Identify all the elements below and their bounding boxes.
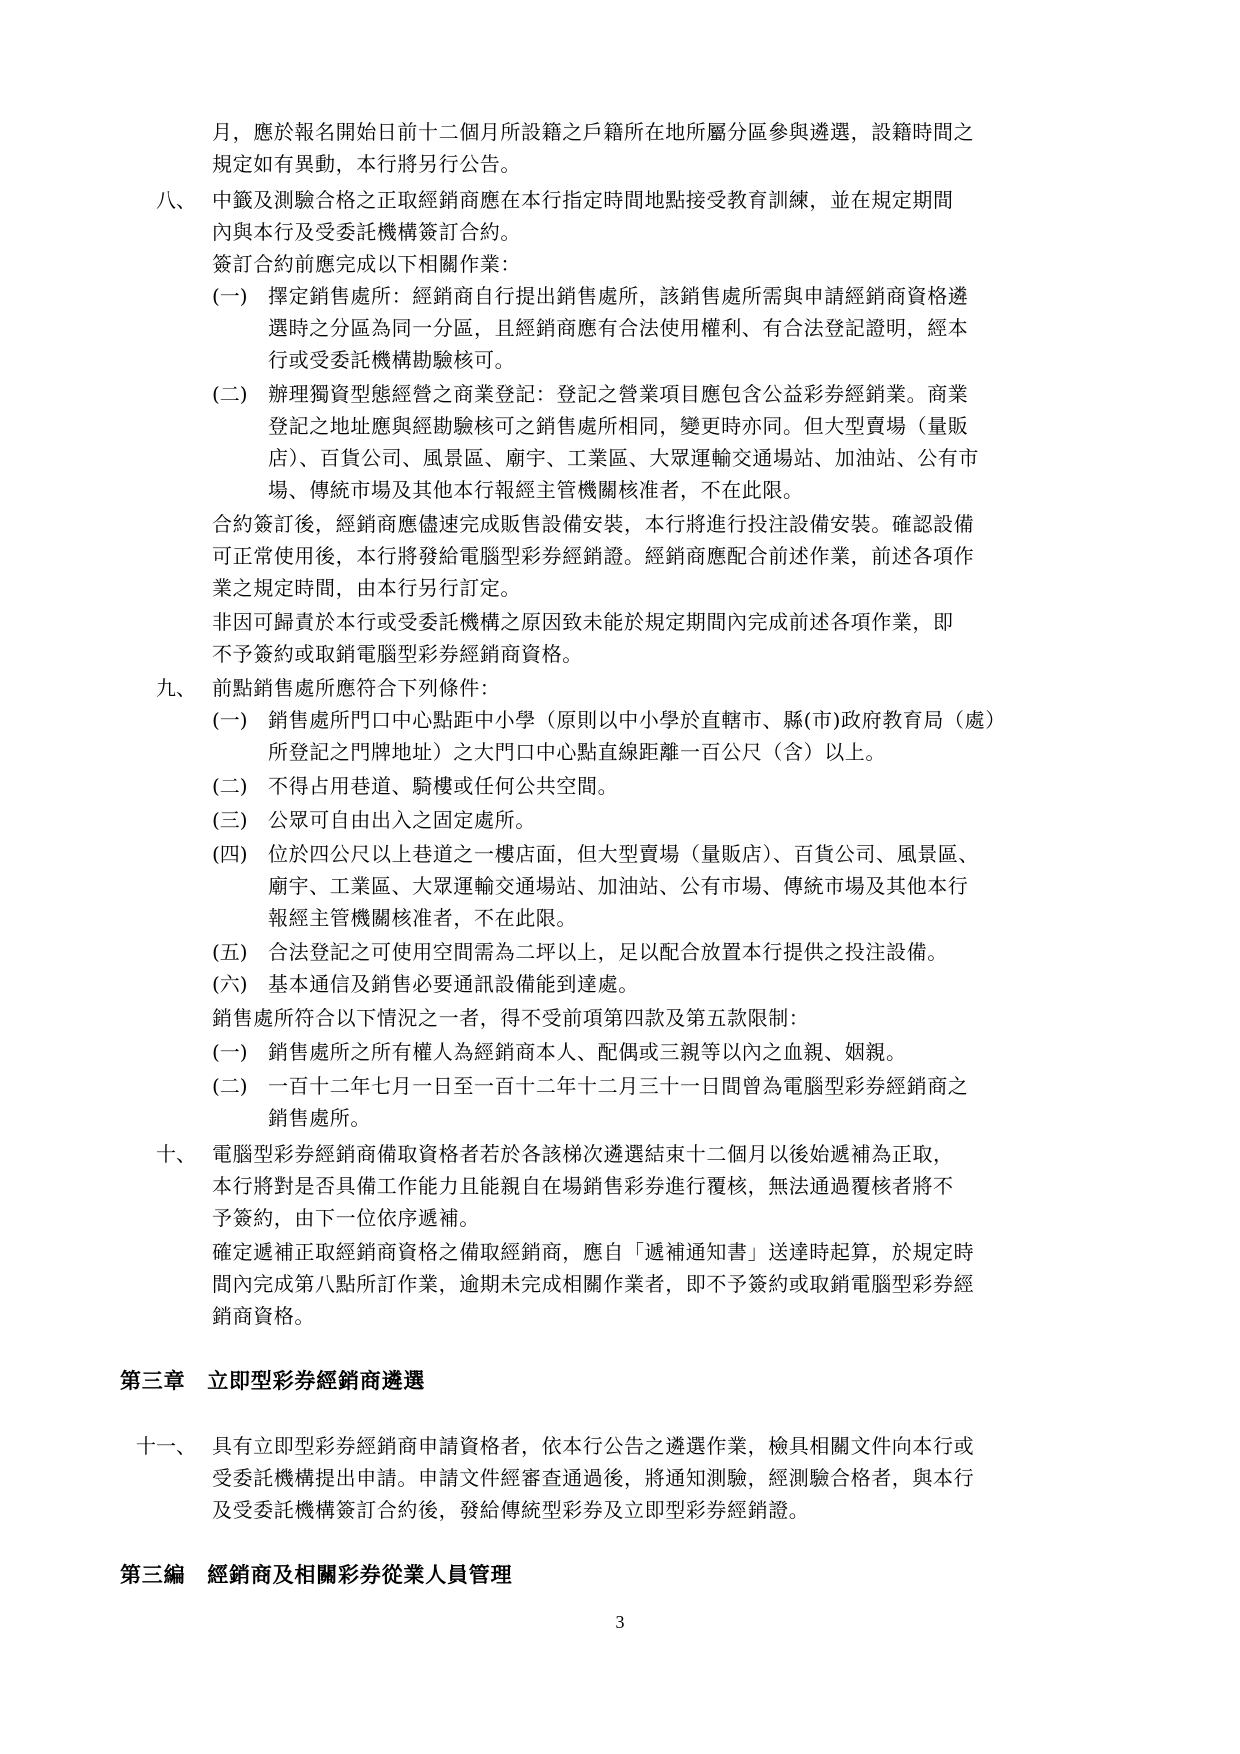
sub-item-number: (六) <box>212 972 248 996</box>
text-line: 內與本行及受委託機構簽訂合約。 <box>212 220 521 244</box>
text-line: 中籤及測驗合格之正取經銷商應在本行指定時間地點接受教育訓練，並在規定期間 <box>212 188 954 212</box>
text-line: 銷售處所符合以下情況之一者，得不受前項第四款及第五款限制： <box>212 1006 810 1030</box>
text-line: 登記之地址應與經勘驗核可之銷售處所相同，變更時亦同。但大型賣場（量販 <box>268 414 969 438</box>
text-line: 及受委託機構簽訂合約後，發給傳統型彩券及立即型彩券經銷證。 <box>212 1498 810 1522</box>
sub-item-number: (五) <box>212 940 248 964</box>
text-line: 電腦型彩券經銷商備取資格者若於各該梯次遴選結束十二個月以後始遞補為正取， <box>212 1142 954 1166</box>
sub-item-number: (二) <box>212 1074 248 1098</box>
text-line: 間內完成第八點所訂作業，逾期未完成相關作業者，即不予簽約或取銷電腦型彩券經 <box>212 1272 975 1296</box>
text-line: 合法登記之可使用空間需為二坪以上，足以配合放置本行提供之投注設備。 <box>268 940 948 964</box>
chapter-heading: 第三章 立即型彩券經銷商遴選 <box>120 1368 426 1393</box>
item-number: 十一、 <box>136 1434 196 1458</box>
text-line: 合約簽訂後，經銷商應儘速完成販售設備安裝，本行將進行投注設備安裝。確認設備 <box>212 512 975 536</box>
sub-item-number: (二) <box>212 382 248 406</box>
sub-item-number: (二) <box>212 774 248 798</box>
text-line: 本行將對是否具備工作能力且能親自在場銷售彩券進行覆核，無法通過覆核者將不 <box>212 1174 954 1198</box>
text-line: 月，應於報名開始日前十二個月所設籍之戶籍所在地所屬分區參與遴選，設籍時間之 <box>212 120 975 144</box>
text-line: 規定如有異動，本行將另行公告。 <box>212 152 521 176</box>
text-line: 報經主管機關核准者，不在此限。 <box>268 906 577 930</box>
text-line: 簽訂合約前應完成以下相關作業： <box>212 252 521 276</box>
text-line: 位於四公尺以上巷道之一樓店面，但大型賣場（量販店）、百貨公司、風景區、 <box>268 842 979 866</box>
text-line: 可正常使用後，本行將發給電腦型彩券經銷證。經銷商應配合前述作業，前述各項作 <box>212 544 975 568</box>
text-line: 所登記之門牌地址）之大門口中心點直線距離一百公尺（含）以上。 <box>268 740 886 764</box>
text-line: 予簽約，由下一位依序遞補。 <box>212 1206 480 1230</box>
text-line: 具有立即型彩券經銷商申請資格者，依本行公告之遴選作業，檢具相關文件向本行或 <box>212 1434 975 1458</box>
text-line: 廟宇、工業區、大眾運輸交通場站、加油站、公有市場、傳統市場及其他本行 <box>268 874 969 898</box>
text-line: 公眾可自由出入之固定處所。 <box>268 808 536 832</box>
text-line: 銷商資格。 <box>212 1304 315 1328</box>
text-line: 場、傳統市場及其他本行報經主管機關核准者，不在此限。 <box>268 478 804 502</box>
page-number: 3 <box>615 1612 625 1632</box>
text-line: 店）、百貨公司、風景區、廟宇、工業區、大眾運輸交通場站、加油站、公有市 <box>268 446 979 470</box>
text-line: 業之規定時間，由本行另行訂定。 <box>212 576 521 600</box>
text-line: 不予簽約或取銷電腦型彩券經銷商資格。 <box>212 642 583 666</box>
sub-item-number: (一) <box>212 708 248 732</box>
text-line: 一百十二年七月一日至一百十二年十二月三十一日間曾為電腦型彩券經銷商之 <box>268 1074 969 1098</box>
text-line: 銷售處所。 <box>268 1106 371 1130</box>
sub-item-number: (三) <box>212 808 248 832</box>
sub-item-number: (一) <box>212 1040 248 1064</box>
part-heading: 第三編 經銷商及相關彩券從業人員管理 <box>120 1562 513 1587</box>
item-number: 九、 <box>156 676 196 700</box>
text-line: 不得占用巷道、騎樓或任何公共空間。 <box>268 774 619 798</box>
text-line: 確定遞補正取經銷商資格之備取經銷商，應自「遞補通知書」送達時起算，於規定時 <box>212 1240 975 1264</box>
text-line: 選時之分區為同一分區，且經銷商應有合法使用權利、有合法登記證明，經本 <box>268 316 969 340</box>
item-number: 十、 <box>156 1142 196 1166</box>
text-line: 擇定銷售處所：經銷商自行提出銷售處所，該銷售處所需與申請經銷商資格遴 <box>268 284 969 308</box>
text-line: 非因可歸責於本行或受委託機構之原因致未能於規定期間內完成前述各項作業，即 <box>212 610 954 634</box>
text-line: 行或受委託機構勘驗核可。 <box>268 348 516 372</box>
text-line: 前點銷售處所應符合下列條件： <box>212 676 501 700</box>
text-line: 受委託機構提出申請。申請文件經審查通過後，將通知測驗，經測驗合格者，與本行 <box>212 1466 975 1490</box>
text-line: 辦理獨資型態經營之商業登記：登記之營業項目應包含公益彩券經銷業。商業 <box>268 382 969 406</box>
text-line: 銷售處所之所有權人為經銷商本人、配偶或三親等以內之血親、姻親。 <box>268 1040 907 1064</box>
sub-item-number: (一) <box>212 284 248 308</box>
sub-item-number: (四) <box>212 842 248 866</box>
text-line: 基本通信及銷售必要通訊設備能到達處。 <box>268 972 639 996</box>
item-number: 八、 <box>156 188 196 212</box>
text-line: 銷售處所門口中心點距中小學（原則以中小學於直轄市、縣(市)政府教育局（處） <box>268 708 1006 732</box>
